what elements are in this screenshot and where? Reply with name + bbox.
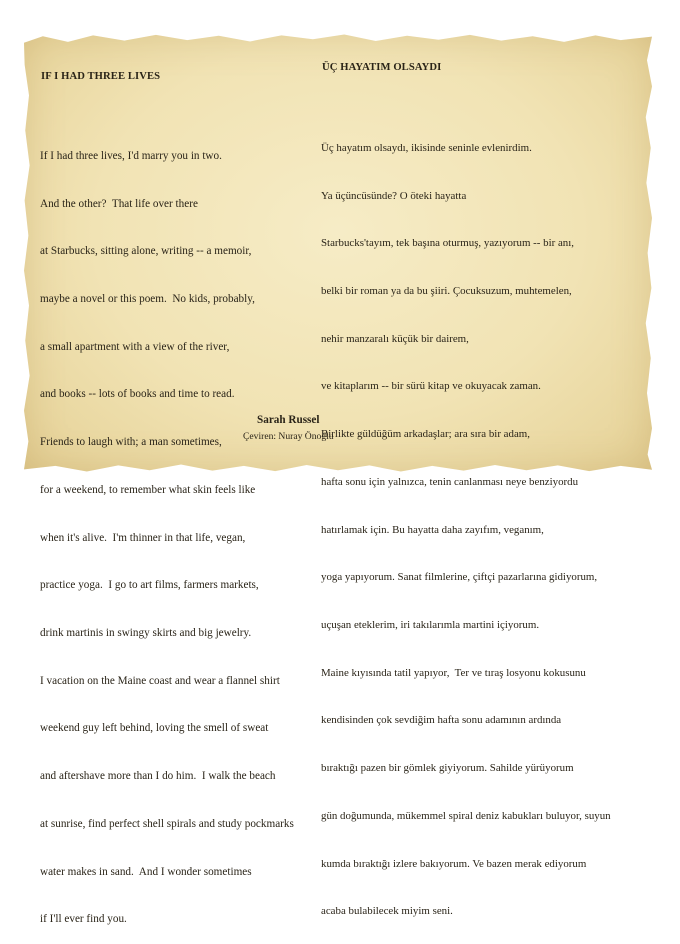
poem-line: And the other? That life over there bbox=[40, 197, 198, 210]
poem-line: I vacation on the Maine coast and wear a flannel shirt bbox=[40, 674, 280, 687]
poem-line: Maine kıyısında tatil yapıyor, Ter ve tıraş losyonu kokusunu bbox=[321, 666, 586, 679]
poem-line: uçuşan eteklerim, iri takılarımla martini içiyorum. bbox=[321, 619, 540, 631]
poem-line: Starbucks'tayım, tek başına oturmuş, yazıyorum -- bir anı, bbox=[321, 237, 574, 250]
english-poem-body bbox=[40, 117, 294, 944]
poem-line: and books -- lots of books and time to read. bbox=[40, 388, 235, 401]
poem-line: practice yoga. I go to art films, farmers markets, bbox=[40, 579, 259, 592]
poem-line: Friends to laugh with; a man sometimes, bbox=[40, 436, 222, 449]
poem-line: ve kitaplarım -- bir sürü kitap ve okuyacak zaman. bbox=[321, 380, 541, 393]
poem-line: maybe a novel or this poem. No kids, probably, bbox=[40, 292, 255, 305]
poem-line: nehir manzaralı küçük bir dairem, bbox=[321, 332, 469, 345]
translator-credit: Çeviren: Nuray Önoğlu bbox=[243, 431, 334, 442]
poem-line: Üç hayatım olsaydı, ikisinde seninle evlenirdim. bbox=[321, 141, 532, 154]
poem-line: Birlikte güldüğüm arkadaşlar; ara sıra bir adam, bbox=[321, 428, 530, 441]
poem-line: acaba bulabilecek miyim seni. bbox=[321, 905, 453, 918]
poem-line: hafta sonu için yalnızca, tenin canlanması neye benziyordu bbox=[321, 475, 579, 488]
poem-line: a small apartment with a view of the river, bbox=[40, 340, 230, 353]
poem-line: kumda bıraktığı izlere bakıyorum. Ve bazen merak ediyorum bbox=[321, 857, 587, 870]
author-name: Sarah Russel bbox=[257, 414, 320, 426]
poem-line: yoga yapıyorum. Sanat filmlerine, çiftçi pazarlarına gidiyorum, bbox=[321, 571, 598, 584]
poem-line: bıraktığı pazen bir gömlek giyiyorum. Sahilde yürüyorum bbox=[321, 762, 574, 775]
english-poem-title: IF I HAD THREE LIVES bbox=[41, 71, 161, 82]
poem-line: when it's alive. I'm thinner in that life, vegan, bbox=[40, 531, 246, 544]
poem-line: belki bir roman ya da bu şiiri. Çocuksuzum, muhtemelen, bbox=[321, 284, 572, 297]
poem-line: gün doğumunda, mükemmel spiral deniz kabukları buluyor, suyun bbox=[321, 809, 611, 822]
turkish-poem-body bbox=[321, 109, 611, 936]
poem-line: weekend guy left behind, loving the smell of sweat bbox=[40, 722, 269, 735]
poem-line: drink martinis in swingy skirts and big jewelry. bbox=[40, 627, 252, 639]
poem-line: hatırlamak için. Bu hayatta daha zayıfım, veganım, bbox=[321, 523, 544, 536]
poem-line: water makes in sand. And I wonder sometimes bbox=[40, 865, 252, 878]
poem-line: and aftershave more than I do him. I walk the beach bbox=[40, 770, 276, 783]
poem-line: at Starbucks, sitting alone, writing -- a memoir, bbox=[40, 245, 252, 258]
poem-line: Ya üçüncüsünde? O öteki hayatta bbox=[321, 189, 467, 202]
turkish-poem-title: ÜÇ HAYATIM OLSAYDI bbox=[322, 62, 442, 73]
poem-line: for a weekend, to remember what skin feels like bbox=[40, 483, 256, 496]
poem-line: If I had three lives, I'd marry you in two. bbox=[40, 149, 222, 162]
poem-line: if I'll ever find you. bbox=[40, 913, 127, 926]
poem-line: at sunrise, find perfect shell spirals and study pockmarks bbox=[40, 817, 294, 830]
poem-line: kendisinden çok sevdiğim hafta sonu adamının ardında bbox=[321, 714, 562, 727]
